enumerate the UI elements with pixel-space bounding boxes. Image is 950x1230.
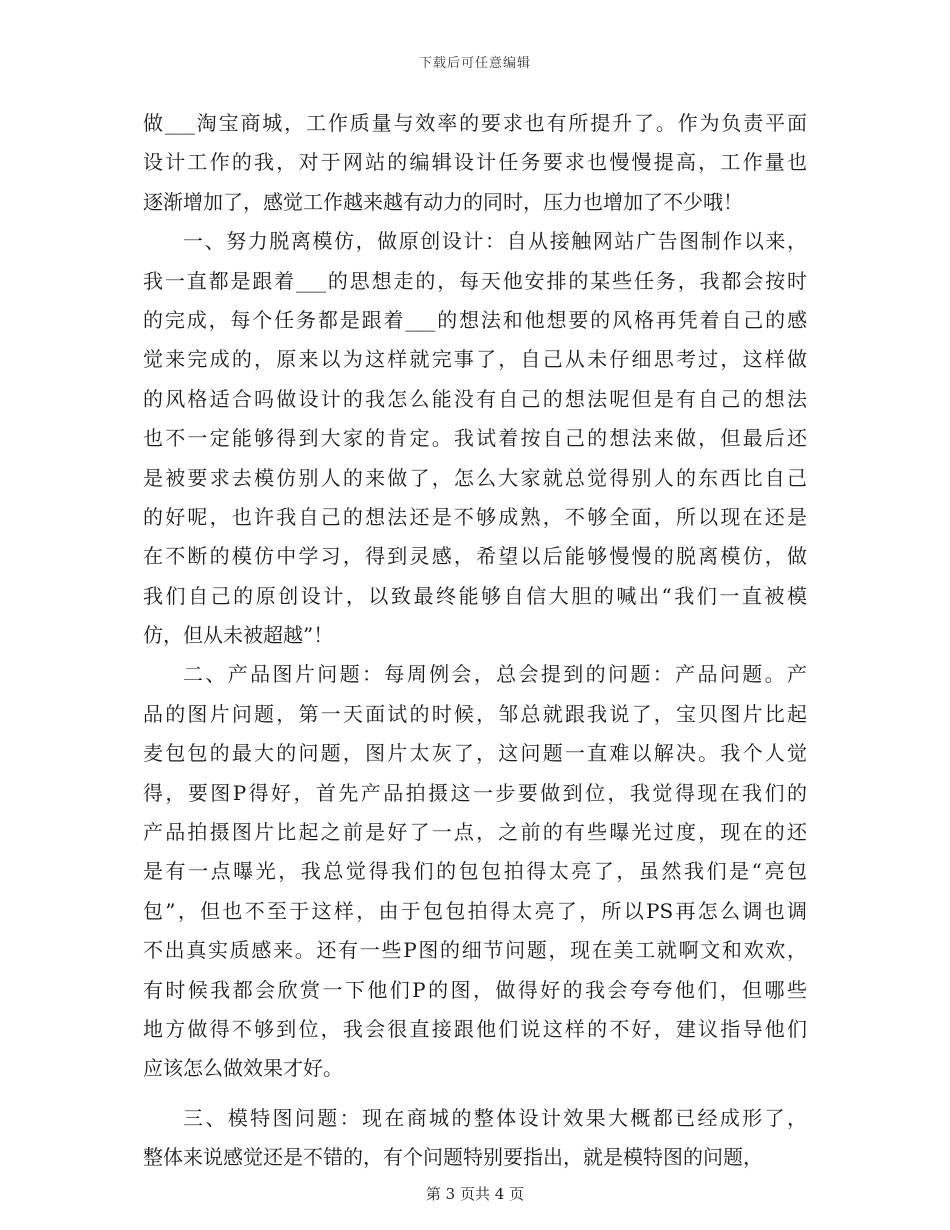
text-line: 我们自己的原创设计，以致最终能够自信大胆的喊出“我们一直被模: [143, 583, 807, 608]
text-line: 觉来完成的，原来以为这样就完事了，自己从未仔细思考过，这样做: [143, 347, 807, 372]
section-1-heading-line: 一、努力脱离模仿，做原创设计：自从接触网站广告图制作以来，: [183, 229, 807, 254]
section-2-heading-line: 二、产品图片问题：每周例会，总会提到的问题：产品问题。产: [183, 662, 807, 687]
text-line: 做___淘宝商城，工作质量与效率的要求也有所提升了。作为负责平面: [143, 111, 807, 135]
text-line: 我一直都是跟着___的思想走的，每天他安排的某些任务，我都会按时: [143, 268, 807, 293]
text-line: 的完成，每个任务都是跟着___的想法和他想要的风格再凭着自己的感: [143, 307, 807, 332]
text-line: 麦包包的最大的问题，图片太灰了，这问题一直难以解决。我个人觉: [143, 741, 807, 766]
text-line: 应该怎么做效果才好。: [143, 1056, 343, 1081]
page-header: 下载后可任意编辑: [418, 56, 531, 71]
text-line: 是有一点曝光，我总觉得我们的包包拍得太亮了，虽然我们是“亮包: [143, 859, 807, 884]
text-line: 逐渐增加了，感觉工作越来越有动力的同时，压力也增加了不少哦！: [143, 189, 743, 214]
paragraph-section-1: [143, 222, 807, 655]
text-line: 产品拍摄图片比起之前是好了一点，之前的有些曝光过度，现在的还: [143, 820, 807, 845]
text-line: 仿，但从未被超越”！: [143, 623, 334, 648]
text-line: 的风格适合吗做设计的我怎么能没有自己的想法呢但是有自己的想法: [143, 386, 807, 411]
document-body: [143, 104, 807, 1178]
text-line: 整体来说感觉还是不错的，有个问题特别要指出，就是模特图的问题，: [143, 1145, 763, 1170]
text-line: 地方做得不够到位，我会很直接跟他们说这样的不好，建议指导他们: [143, 1016, 807, 1041]
text-line: 在不断的模仿中学习，得到灵感，希望以后能够慢慢的脱离模仿，做: [143, 544, 807, 569]
section-3-heading-line: 三、模特图问题：现在商城的整体设计效果大概都已经成形了，: [183, 1105, 807, 1130]
paragraph-gap: [143, 1089, 807, 1099]
text-line: 设计工作的我，对于网站的编辑设计任务要求也慢慢提高，工作量也: [143, 150, 807, 175]
text-line: 的好呢，也许我自己的想法还是不够成熟，不够全面，所以现在还是: [143, 504, 807, 529]
text-line: 是被要求去模仿别人的来做了，怎么大家就总觉得别人的东西比自己: [143, 465, 807, 490]
text-line: 不出真实质感来。还有一些P图的细节问题，现在美工就啊文和欢欢，: [143, 938, 807, 963]
paragraph-section-3: [143, 1099, 807, 1178]
text-line: 有时候我都会欣赏一下他们P的图，做得好的我会夸夸他们，但哪些: [143, 977, 807, 1002]
paragraph-section-2: [143, 655, 807, 1088]
text-line: 包”，但也不至于这样，由于包包拍得太亮了，所以PS再怎么调也调: [143, 898, 807, 923]
page-number: 第 3 页共 4 页: [425, 1185, 525, 1203]
text-line: 也不一定能够得到大家的肯定。我试着按自己的想法来做，但最后还: [143, 426, 807, 451]
text-line: 品的图片问题，第一天面试的时候，邹总就跟我说了，宝贝图片比起: [143, 701, 807, 726]
paragraph-intro: [143, 104, 807, 222]
text-line: 得，要图P得好，首先产品拍摄这一步要做到位，我觉得现在我们的: [143, 780, 807, 805]
